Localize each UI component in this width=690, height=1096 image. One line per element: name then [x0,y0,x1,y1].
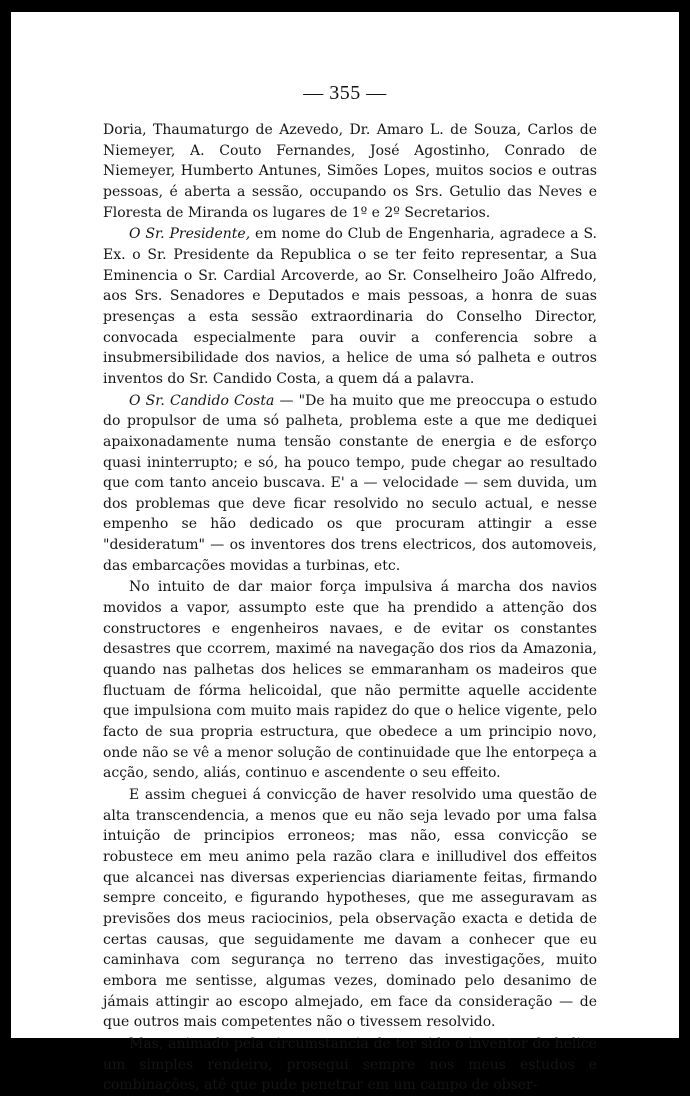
paragraph-text: Doria, Thaumaturgo de Azevedo, Dr. Amaro L. de Souza, Carlos de Niemeyer, A. Couto Fernandes, José Agostinho, Conrado de Niemeyer, Humberto Antunes, Simões Lopes, muitos socios e outras pessoas, é aberta a sessão, occupando os Srs. Getulio das Neves e Floresta de Miranda os lugares de 1º e 2º Secretarios. [103,122,597,221]
speaker-name: O Sr. Presidente, [129,226,251,243]
speaker-name: O Sr. Candido Costa [129,392,275,409]
paragraph-text: — "De ha muito que me preoccupa o estudo do propulsor de uma só palheta, problema este a que me dediquei apaixonadamente numa tensão constante de energia e de esforço quasi ininterrupto; e só, ha pouco tempo, pude chegar ao resultado que com tanto anceio buscava. E' a — velocidade — sem duvida, um dos problemas que deve ficar resolvido no seculo actual, e nesse empenho se hão dedicado os que procuram attingir a esse "desideratum" — os inventores dos trens electricos, dos automoveis, das embarcações movidas a turbinas, etc. [103,392,597,574]
book-page [11,12,679,1094]
paragraph [103,391,597,577]
paragraph [103,785,597,1033]
paragraph [103,577,597,784]
page-number: — 355 — [303,82,387,104]
body-text [103,120,597,1096]
paragraph-text: Mas, animado pela circumstancia de ter sido o inventor do helice um simples rendeiro, prosegui sempre nos meus estudos e combinações, até que pude penetrar em um campo de obser- [103,1035,597,1094]
paragraph-text: No intuito de dar maior força impulsiva á marcha dos navios movidos a vapor, assumpto este que ha prendido a attenção dos constructores e engenheiros navaes, e de evitar os constantes desastres que ccorrem, maximé na navegação dos rios da Amazonia, quando nas palhetas dos helices se emmaranham os madeiros que fluctuam de fórma helicoidal, que não permitte aquelle accidente que impulsiona com muito mais rapidez do que o helice vigente, pelo facto de sua propria estructura, que obedece a um principio novo, onde não se vê a menor solução de continuidade que lhe entorpeça a acção, sendo, aliás, continuo e ascendente o seu effeito. [103,579,597,782]
paragraph [103,120,597,223]
paragraph-text: em nome do Club de Engenharia, agradece a S. Ex. o Sr. Presidente da Republica o se ter feito representar, a Sua Eminencia o Sr. Cardial Arcoverde, ao Sr. Conselheiro João Alfredo, aos Srs. Senadores e Deputados e mais pessoas, a honra de suas presenças a esta sessão extraordinaria do Conselho Director, convocada especialmente para ouvir a conferencia sobre a insubmersibilidade dos navios, a helice de uma só palheta e outros inventos do Sr. Candido Costa, a quem dá a palavra. [103,226,597,387]
paragraph [103,1034,597,1096]
paragraph-text: E assim cheguei á convicção de haver resolvido uma questão de alta transcendencia, a menos que eu não seja levado por uma falsa intuição de principios erroneos; mas não, essa convicção se robustece em meu animo pela razão clara e inilludivel dos effeitos que alcancei nas diversas experiencias diariamente feitas, firmando sempre conceito, e figurando hypotheses, que me asseguravam as previsões dos meus raciocinios, pela observação exacta e detida de certas causas, que seguidamente me davam a conhecer que eu caminhava com segurança no terreno das investigações, muito embora me sentisse, algumas vezes, dominado pelo desanimo de jámais attingir ao escopo almejado, em face da consideração — de que outros mais competentes não o tivessem resolvido. [103,787,597,1031]
paragraph [103,224,597,389]
